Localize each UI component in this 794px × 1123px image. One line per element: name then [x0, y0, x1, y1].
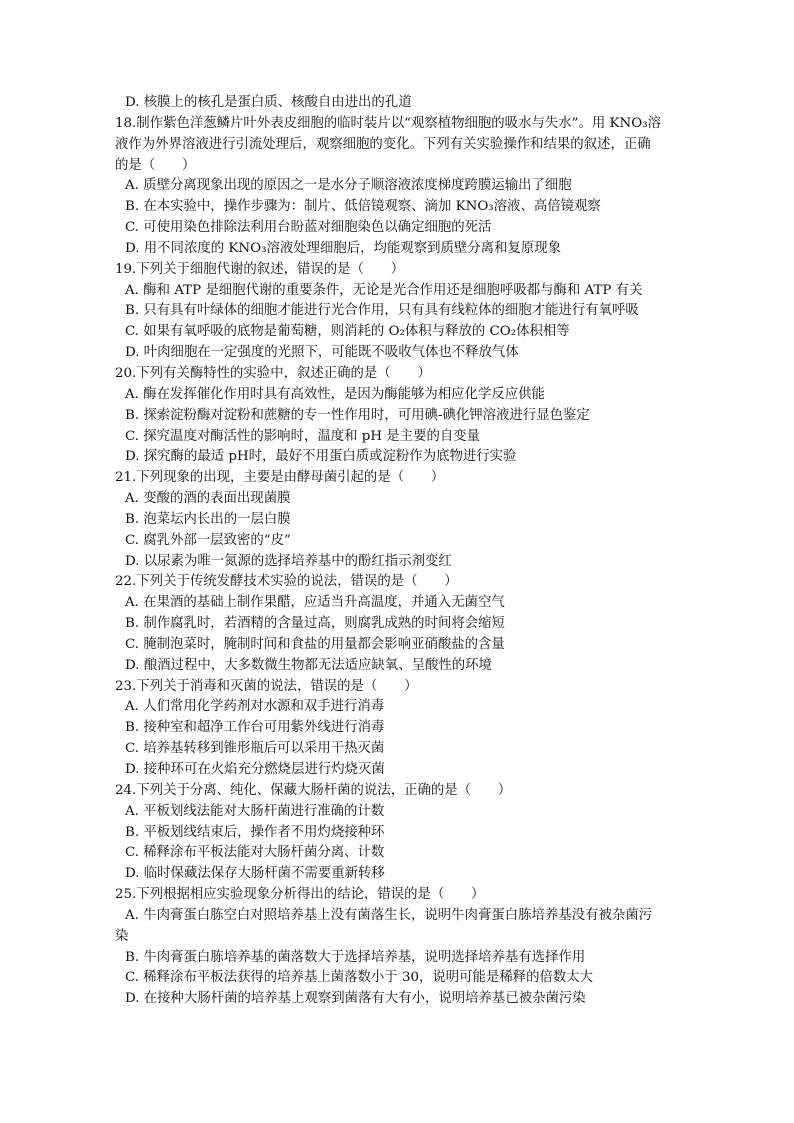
q18-option-d: D. 用不同浓度的 KNO₃溶液处理细胞后，均能观察到质壁分离和复原现象 [125, 240, 562, 256]
q21-option-c: C. 腐乳外部一层致密的“皮” [125, 532, 291, 548]
q18-option-a: A. 质壁分离现象出现的原因之一是水分子顺溶液浓度梯度跨膜运输出了细胞 [125, 178, 572, 194]
q22-stem: 22.下列关于传统发酵技术实验的说法，错误的是（ ） [115, 574, 458, 590]
q21-option-a: A. 变酸的酒的表面出现菌膜 [125, 491, 291, 507]
question-20 [115, 364, 675, 468]
q20-option-a: A. 酶在发挥催化作用时具有高效性，是因为酶能够为相应化学反应供能 [125, 386, 545, 402]
q24-option-c: C. 稀释涂布平板法能对大肠杆菌分离、计数 [125, 845, 385, 861]
question-19 [115, 260, 675, 364]
q21-stem: 21.下列现象的出现，主要是由酵母菌引起的是（ ） [115, 470, 445, 486]
question-22 [115, 572, 675, 676]
q25-option-b: B. 牛肉膏蛋白胨培养基的菌落数大于选择培养基，说明选择培养基有选择作用 [125, 949, 586, 965]
question-21 [115, 468, 675, 572]
q17-option-d: D. 核膜上的核孔是蛋白质、核酸自由进出的孔道 [125, 95, 412, 110]
q23-stem: 23.下列关于消毒和灭菌的说法，错误的是（ ） [115, 678, 418, 694]
q23-option-d: D. 接种环可在火焰充分燃烧层进行灼烧灭菌 [125, 762, 385, 777]
q21-option-b: B. 泡菜坛内长出的一层白膜 [125, 511, 291, 527]
q18-option-c: C. 可使用染色排除法利用台盼蓝对细胞染色以确定细胞的死活 [125, 220, 492, 236]
q19-stem: 19.下列关于细胞代谢的叙述，错误的是（ ） [115, 261, 405, 277]
q18-stem-line-1: 18.制作紫色洋葱鳞片叶外表皮细胞的临时装片以“观察植物细胞的吸水与失水”。用 KNO₃溶 [115, 115, 661, 131]
exam-page [115, 93, 675, 1010]
q22-option-b: B. 制作腐乳时，若酒精的含量过高，则腐乳成熟的时间将会缩短 [125, 616, 505, 632]
q20-option-c: C. 探究温度对酶活性的影响时，温度和 pH 是主要的自变量 [125, 428, 481, 444]
question-24 [115, 781, 675, 885]
q18-option-b: B. 在本实验中，操作步骤为：制片、低倍镜观察、滴加 KNO₃溶液、高倍镜观察 [125, 199, 601, 215]
question-25 [115, 885, 675, 1010]
q23-option-b: B. 接种室和超净工作台可用紫外线进行消毒 [125, 720, 385, 736]
q22-option-d: D. 酿酒过程中，大多数微生物都无法适应缺氧、呈酸性的环境 [125, 657, 492, 673]
q24-stem: 24.下列关于分离、纯化、保藏大肠杆菌的说法，正确的是（ ） [115, 782, 512, 798]
q19-option-c: C. 如果有氧呼吸的底物是葡萄糖，则消耗的 O₂体积与释放的 CO₂体积相等 [125, 324, 570, 340]
q25-option-a-continued: 染 [115, 928, 129, 944]
q22-option-c: C. 腌制泡菜时，腌制时间和食盐的用量都会影响亚硝酸盐的含量 [125, 636, 505, 652]
q25-option-a: A. 牛肉膏蛋白胨空白对照培养基上没有菌落生长，说明牛肉膏蛋白胨培养基没有被杂菌污 [125, 907, 653, 923]
q23-option-a: A. 人们常用化学药剂对水源和双手进行消毒 [125, 699, 385, 715]
q23-option-c: C. 培养基转移到锥形瓶后可以采用干热灭菌 [125, 741, 385, 757]
question-18 [115, 114, 675, 260]
q25-stem: 25.下列根据相应实验现象分析得出的结论，错误的是（ ） [115, 887, 485, 903]
q24-option-a: A. 平板划线法能对大肠杆菌进行准确的计数 [125, 803, 385, 819]
q22-option-a: A. 在果酒的基础上制作果醋，应适当升高温度，并通入无菌空气 [125, 595, 505, 611]
q19-option-b: B. 只有具有叶绿体的细胞才能进行光合作用，只有具有线粒体的细胞才能进行有氧呼吸 [125, 303, 639, 319]
question-23 [115, 677, 675, 781]
q19-option-d: D. 叶肉细胞在一定强度的光照下，可能既不吸收气体也不释放气体 [125, 345, 519, 361]
q25-option-c: C. 稀释涂布平板法获得的培养基上菌落数小于 30，说明可能是稀释的倍数太大 [125, 970, 594, 986]
q24-option-d: D. 临时保藏法保存大肠杆菌不需要重新转移 [125, 866, 385, 882]
q24-option-b: B. 平板划线结束后，操作者不用灼烧接种环 [125, 824, 385, 840]
q20-option-d: D. 探究酶的最适 pH时，最好不用蛋白质或淀粉作为底物进行实验 [125, 449, 517, 465]
q25-option-d: D. 在接种大肠杆菌的培养基上观察到菌落有大有小，说明培养基已被杂菌污染 [125, 991, 586, 1007]
q20-stem: 20.下列有关酶特性的实验中，叙述正确的是（ ） [115, 365, 431, 381]
q19-option-a: A. 酶和 ATP 是细胞代谢的重要条件，无论是光合作用还是细胞呼吸都与酶和 ATP 有关 [125, 282, 643, 298]
q18-stem-line-2: 液作为外界溶液进行引流处理后，观察细胞的变化。下列有关实验操作和结果的叙述，正确 [115, 136, 651, 152]
q20-option-b: B. 探索淀粉酶对淀粉和蔗糖的专一性作用时，可用碘-碘化钾溶液进行显色鉴定 [125, 407, 590, 423]
q21-option-d: D. 以尿素为唯一氮源的选择培养基中的酚红指示剂变红 [125, 553, 452, 569]
q18-stem-line-3: 的是（ ） [115, 157, 196, 173]
